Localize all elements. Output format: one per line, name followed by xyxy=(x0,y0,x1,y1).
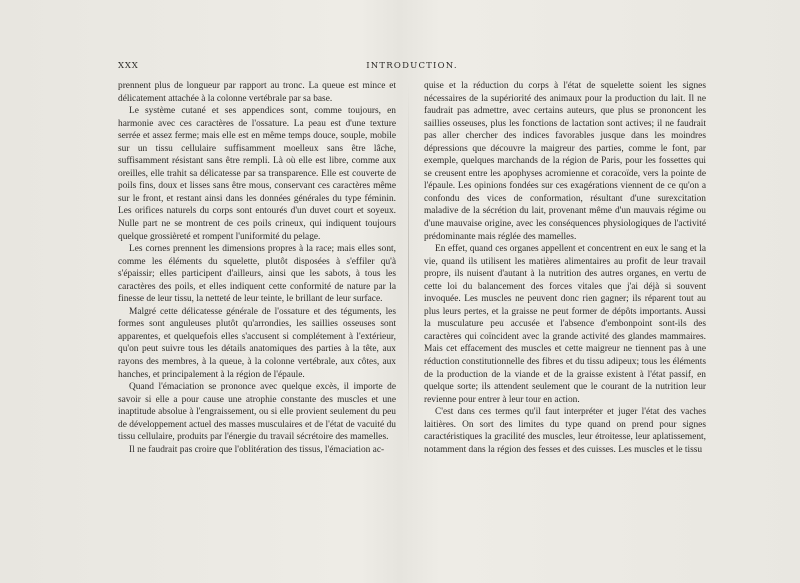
paragraph: Les cornes prennent les dimensions propres à la race; mais elles sont, comme les éléments du squelette, plutôt disposées à s'effiler qu'à s'épaissir; elles participent d'ailleurs, ainsi que les sabots, à tous les caractères des poils, et elles indiquent cette conformité de nature par la finesse de leur tissu, la netteté de leur teinte, le brillant de leur surface. xyxy=(118,244,396,305)
page-gutter xyxy=(408,82,409,462)
paragraph: C'est dans ces termes qu'il faut interpréter et juger l'état des vaches laitières. On sort des limites du type quand on prend pour signes caractéristiques la gracilité des muscles, leur étroitesse, leur aplatissement, notamment dans la région des fesses et des cuisses. Les muscles et le tissu xyxy=(424,407,706,455)
paragraph: Malgré cette délicatesse générale de l'ossature et des téguments, les formes sont anguleuses plutôt qu'arrondies, les saillies osseuses sont apparentes, et quelquefois elles s'accusent si complétement à l'extérieur, qu'on peut suivre tous les détails anatomiques des parties à la tête, aux rayons des membres, à la queue, à la colonne vertébrale, aux côtes, aux hanches, et principalement à la région de l'épaule. xyxy=(118,306,396,380)
running-title: INTRODUCTION. xyxy=(366,61,458,71)
paragraph: Le système cutané et ses appendices sont, comme toujours, en harmonie avec ces caractères de l'ossature. La peau est d'une texture serrée et assez ferme; mais elle est en même temps douce, souple, mobile sur un tissu cellulaire suffisamment moelleux sans être lâche, suffisamment résistant sans être rempli. Là où elle est libre, comme aux oreilles, elle trahit sa délicatesse par sa transparence. Elle est couverte de poils fins, doux et lisses sans être mous, conservant ces caractères même sur le front, et restant ainsi dans les données générales du type féminin. Les orifices naturels du corps sont entourés d'un duvet court et soyeux. Nulle part ne se montrent de ces poils crineux, qui indiquent toujours quelque grossièreté et rompent l'uniformité du pelage. xyxy=(118,106,396,242)
paragraph: quise et la réduction du corps à l'état de squelette soient les signes nécessaires de la supériorité des animaux pour la production du lait. Il ne faudrait pas admettre, avec certains auteurs, que plus se prononcent les saillies osseuses, plus les fonctions de lactation sont actives; il ne faudrait pas aller chercher des indices favorables jusque dans les moindres dépressions que découvre la maigreur des parties, comme le font, par exemple, quelques marchands de la région de Paris, pour les fossettes qui se creusent entre les apophyses acromienne et coracoïde, vers la pointe de l'épaule. Les opinions fondées sur ces exagérations viennent de ce qu'on a confondu des vices de conformation, résultant d'une surexcitation maladive de la sécrétion du lait, provenant même d'un mauvais régime ou d'une mauvaise origine, avec les conséquences physiologiques de l'activité prédominante mais réglée des mamelles. xyxy=(424,81,706,242)
right-text-column xyxy=(424,80,706,456)
paragraph: Quand l'émaciation se prononce avec quelque excès, il importe de savoir si elle a pour cause une atrophie constante des muscles et une inaptitude absolue à l'engraissement, ou si elle provient seulement du peu de développement actuel des masses musculaires et de l'état de vacuité du tissu cellulaire, produits par l'énergie du travail sécrétoire des mamelles. xyxy=(118,382,396,443)
paragraph: En effet, quand ces organes appellent et concentrent en eux le sang et la vie, quand ils utilisent les matières alimentaires au profit de leur travail propre, ils nuisent d'autant à la nutrition des autres organes, en vertu de cette loi du balancement des forces vitales que j'ai déjà si souvent invoquée. Les muscles ne peuvent donc rien gagner; ils réparent tout au plus leurs pertes, et la graisse ne peut former de dépôts importants. Aussi la musculature peu accusée et l'absence d'embonpoint sont-ils des caractères qui coïncident avec la grande activité des glandes mammaires. Mais cet effacement des muscles et cette maigreur ne tiennent pas à une réduction constitutionnelle des fibres et du tissu adipeux; tous les éléments de la production de la viande et de la graisse existent à l'état passif, en quelque sorte; ils attendent seulement que le courant de la nutrition leur revienne pour entrer à leur tour en action. xyxy=(424,244,706,405)
left-text-column xyxy=(118,80,396,456)
page-number: XXX xyxy=(118,61,139,71)
page-header xyxy=(118,61,706,73)
paragraph: prennent plus de longueur par rapport au tronc. La queue est mince et délicatement attachée à la colonne vertébrale par sa base. xyxy=(118,81,396,104)
paragraph: Il ne faudrait pas croire que l'oblitération des tissus, l'émaciation ac- xyxy=(129,444,385,455)
